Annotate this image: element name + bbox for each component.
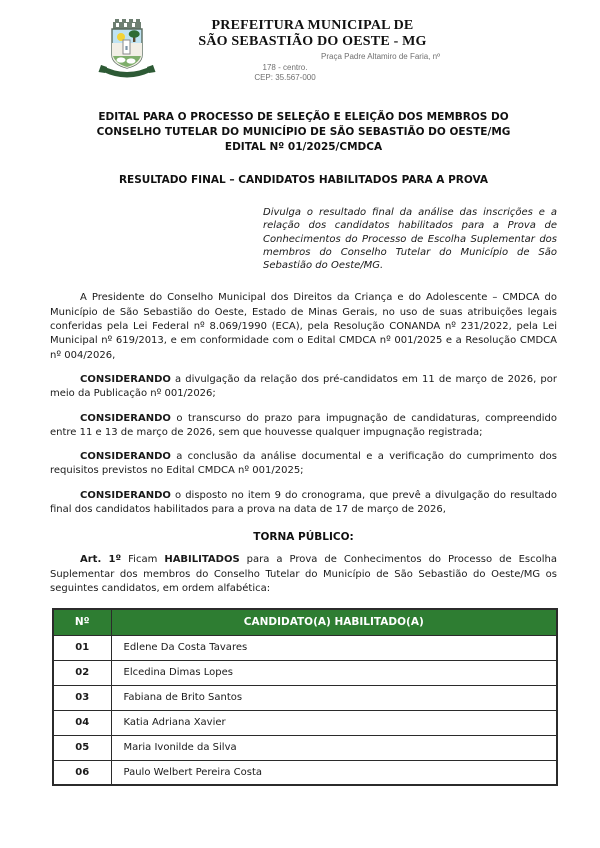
candidate-number: 05 xyxy=(53,735,111,760)
org-name-line2: SÃO SEBASTIÃO DO OESTE - MG xyxy=(198,34,427,49)
municipal-coat-of-arms-logo xyxy=(95,18,159,82)
candidates-table xyxy=(52,608,558,786)
title-line3: EDITAL Nº 01/2025/CMDCA xyxy=(224,141,383,153)
considerando-paragraph-1 xyxy=(50,373,557,402)
article-1-paragraph xyxy=(50,553,557,596)
considerando-keyword: CONSIDERANDO xyxy=(80,489,171,501)
letterhead-text xyxy=(185,18,440,84)
candidate-name: Elcedina Dimas Lopes xyxy=(111,660,557,685)
table-row xyxy=(53,660,557,685)
considerando-paragraph-3 xyxy=(50,450,557,479)
table-row xyxy=(53,685,557,710)
candidate-name: Edlene Da Costa Tavares xyxy=(111,635,557,660)
title-line2: CONSELHO TUTELAR DO MUNICÍPIO DE SÃO SEBASTIÃO DO OESTE/MG xyxy=(96,126,511,138)
article-text-rest: para a Prova de Conhecimentos do Processo de Escolha Suplementar dos membros do Conselho Tutelar do Município de São Sebastião do Oeste/MG os seguintes candidatos, em ordem alfabética: xyxy=(50,554,557,594)
letterhead xyxy=(95,18,557,86)
considerando-text: o disposto no item 9 do cronograma, que prevê a divulgação do resultado final dos candidatos habilitados para a prova na data de 17 de março de 2026, xyxy=(50,489,557,516)
candidate-number: 03 xyxy=(53,685,111,710)
summary-block: Divulga o resultado final da análise das inscrições e a relação dos candidatos habilitados para a Prova de Conhecimentos do Processo de Escolha Suplementar dos membros do Conselho Tutelar do Município de São Sebastião do Oeste/MG. xyxy=(263,207,557,272)
coat-of-arms-icon xyxy=(95,18,159,82)
title-line1: EDITAL PARA O PROCESSO DE SELEÇÃO E ELEIÇÃO DOS MEMBROS DO xyxy=(98,111,509,123)
candidate-name: Maria Ivonilde da Silva xyxy=(111,735,557,760)
candidate-number: 06 xyxy=(53,760,111,785)
column-header-candidate: CANDIDATO(A) HABILITADO(A) xyxy=(111,609,557,635)
org-name-line1: PREFEITURA MUNICIPAL DE xyxy=(211,18,414,33)
considerando-text: a divulgação da relação dos pré-candidatos em 11 de março de 2026, por meio da Publicação nº 001/2026; xyxy=(50,373,557,400)
article-habilitados-keyword: HABILITADOS xyxy=(164,554,240,566)
column-header-number: Nº xyxy=(53,609,111,635)
considerando-keyword: CONSIDERANDO xyxy=(80,451,171,463)
document-subtitle: RESULTADO FINAL – CANDIDATOS HABILITADOS PARA A PROVA xyxy=(118,174,489,186)
torna-publico-heading: TORNA PÚBLICO: xyxy=(253,531,354,544)
article-number: Art. 1º xyxy=(80,554,122,566)
candidate-name: Katia Adriana Xavier xyxy=(111,710,557,735)
considerando-keyword: CONSIDERANDO xyxy=(80,373,171,385)
org-address xyxy=(185,52,440,84)
org-address-line1: Praça Padre Altamiro de Faria, nº xyxy=(321,52,440,61)
table-row xyxy=(53,635,557,660)
candidate-number: 02 xyxy=(53,660,111,685)
article-text: Ficam xyxy=(121,554,165,566)
considerando-keyword: CONSIDERANDO xyxy=(80,412,171,424)
candidate-number: 01 xyxy=(53,635,111,660)
candidate-name: Paulo Welbert Pereira Costa xyxy=(111,760,557,785)
considerando-paragraph-4 xyxy=(50,489,557,518)
table-header-row xyxy=(53,609,557,635)
org-address-line3: CEP: 35.567-000 xyxy=(254,73,316,82)
org-address-line2: 178 - centro. xyxy=(262,62,308,72)
document-title xyxy=(50,110,557,155)
preamble-paragraph: A Presidente do Conselho Municipal dos Direitos da Criança e do Adolescente – CMDCA do Município de São Sebastião do Oeste, Estado de Minas Gerais, no uso de suas atribuições legais conferidas pela Lei Federal nº 8.069/1990 (ECA), pela Resolução CONANDA nº 231/2022, pela Lei Municipal nº 619/2013, e em conformidade com o Edital CMDCA nº 001/2025 e a Resolução CMDCA nº 004/2026, xyxy=(50,292,557,361)
considerando-paragraph-2 xyxy=(50,412,557,441)
table-row xyxy=(53,760,557,785)
considerando-text: a conclusão da análise documental e a verificação do cumprimento dos requisitos previstos no Edital CMDCA nº 001/2025; xyxy=(50,451,557,477)
candidate-name: Fabiana de Brito Santos xyxy=(111,685,557,710)
candidate-number: 04 xyxy=(53,710,111,735)
considerando-text: o transcurso do prazo para impugnação de candidaturas, compreendido entre 11 e 13 de março de 2026, sem que houvesse qualquer impugnação registrada; xyxy=(50,412,557,438)
table-row xyxy=(53,735,557,760)
table-row xyxy=(53,710,557,735)
